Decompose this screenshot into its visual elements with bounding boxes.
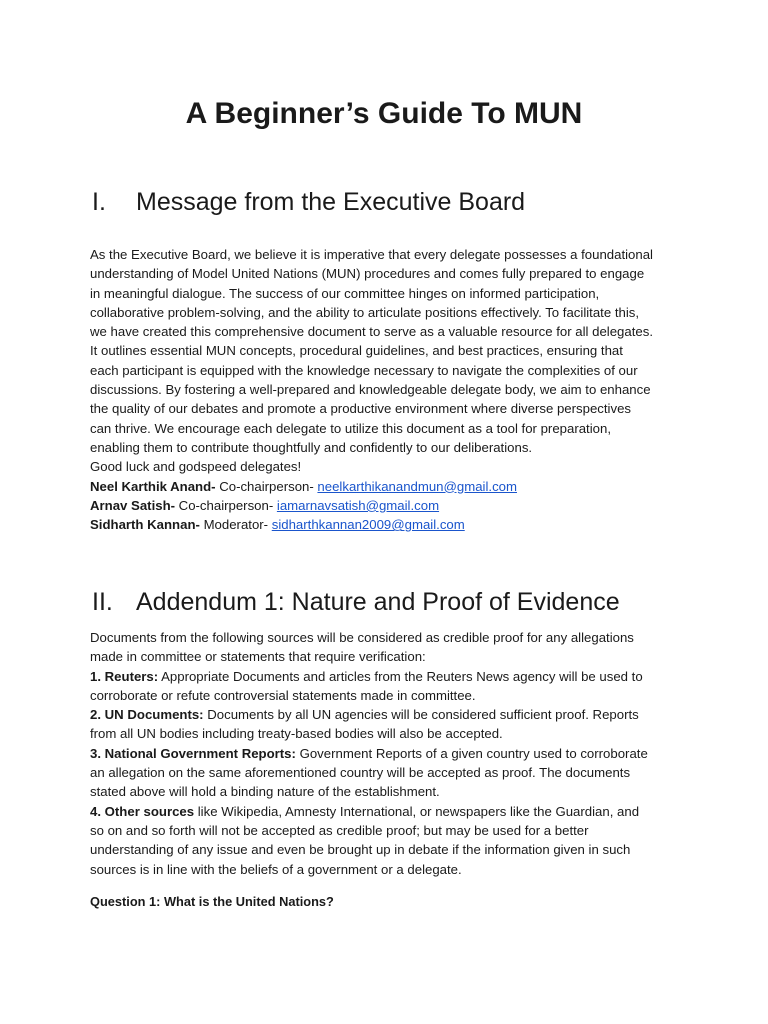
message-line: Good luck and godspeed delegates! (90, 459, 302, 475)
contact-role: Co-chairperson- (215, 478, 318, 494)
item-text: Appropriate Documents and articles from the Reuters News agency will be used to (158, 668, 643, 684)
section-heading-message (92, 186, 525, 218)
item-continuation: sources is in line with the beliefs of a government or a delegate. (90, 861, 462, 877)
evidence-section (90, 628, 690, 879)
section-number: I. (92, 188, 106, 216)
executive-board-message (90, 245, 690, 534)
intro-line: made in committee or statements that require verification: (90, 649, 426, 665)
message-line: collaborative problem-solving, and the ability to articulate positions effectively. To facilitate this, (90, 304, 640, 320)
message-line: enabling them to contribute thoughtfully and confidently to our deliberations. (90, 439, 533, 455)
message-line: It outlines essential MUN concepts, procedural guidelines, and best practices, ensuring that (90, 343, 623, 359)
message-line: the quality of our debates and promote a productive environment where diverse perspectives (90, 401, 631, 417)
item-continuation: so on and so forth will not be accepted as credible proof; but may be used for a better (90, 822, 589, 838)
message-line: in meaningful dialogue. The success of our committee hinges on informed participation, (90, 285, 600, 301)
item-continuation: understanding of any issue and even be brought up in debate if the information given in such (90, 842, 631, 858)
section-heading-addendum (92, 586, 620, 618)
email-link[interactable]: sidharthkannan2009@gmail.com (271, 517, 465, 533)
contact-name: Neel Karthik Anand- (90, 478, 216, 494)
contact-line (90, 515, 690, 534)
item-continuation: stated above will hold a binding nature of the establishment. (90, 784, 440, 800)
item-label: 4. Other sources (90, 803, 195, 819)
message-line: understanding of Model United Nations (MUN) procedures and comes fully prepared to engage (90, 266, 645, 282)
evidence-item (90, 744, 690, 763)
evidence-item (90, 667, 690, 686)
message-line: can thrive. We encourage each delegate to utilize this document as a tool for preparation, (90, 420, 611, 436)
item-text: Government Reports of a given country used to corroborate (295, 745, 648, 761)
item-label: 2. UN Documents: (90, 707, 204, 723)
email-link[interactable]: iamarnavsatish@gmail.com (276, 497, 440, 513)
item-continuation: corroborate or refute controversial statements made in committee. (90, 687, 476, 703)
evidence-item (90, 705, 690, 724)
evidence-item (90, 802, 690, 821)
item-continuation: an allegation on the same aforementioned country will be accepted as proof. The documents (90, 765, 631, 781)
intro-line: Documents from the following sources will be considered as credible proof for any allegations (90, 630, 634, 645)
item-text: Documents by all UN agencies will be considered sufficient proof. Reports (203, 707, 639, 723)
item-continuation: from all UN bodies including treaty-based bodies will also be accepted. (90, 726, 503, 742)
section-number: II. (92, 588, 113, 616)
item-label: 1. Reuters: (90, 668, 159, 684)
document-title: A Beginner’s Guide To MUN (185, 97, 583, 130)
message-line: As the Executive Board, we believe it is imperative that every delegate possesses a foundational (90, 247, 653, 262)
contact-role: Moderator- (199, 517, 272, 533)
message-line: each participant is equipped with the knowledge necessary to navigate the complexities of our (90, 362, 638, 378)
contact-line (90, 477, 690, 496)
question-heading: Question 1: What is the United Nations? (90, 894, 334, 909)
section-heading-text: Addendum 1: Nature and Proof of Evidence (136, 588, 620, 616)
contact-name: Arnav Satish- (90, 497, 176, 513)
contact-role: Co-chairperson- (175, 497, 277, 513)
message-line: discussions. By fostering a well-prepared and knowledgeable delegate body, we aim to enhance (90, 382, 651, 398)
email-link[interactable]: neelkarthikanandmun@gmail.com (317, 478, 517, 494)
section-heading-text: Message from the Executive Board (136, 188, 526, 216)
message-line: we have created this comprehensive document to serve as a valuable resource for all delegates. (90, 324, 653, 340)
item-label: 3. National Government Reports: (90, 745, 296, 761)
contact-line (90, 496, 690, 515)
contact-name: Sidharth Kannan- (90, 517, 200, 533)
item-text: like Wikipedia, Amnesty International, or newspapers like the Guardian, and (194, 803, 640, 819)
